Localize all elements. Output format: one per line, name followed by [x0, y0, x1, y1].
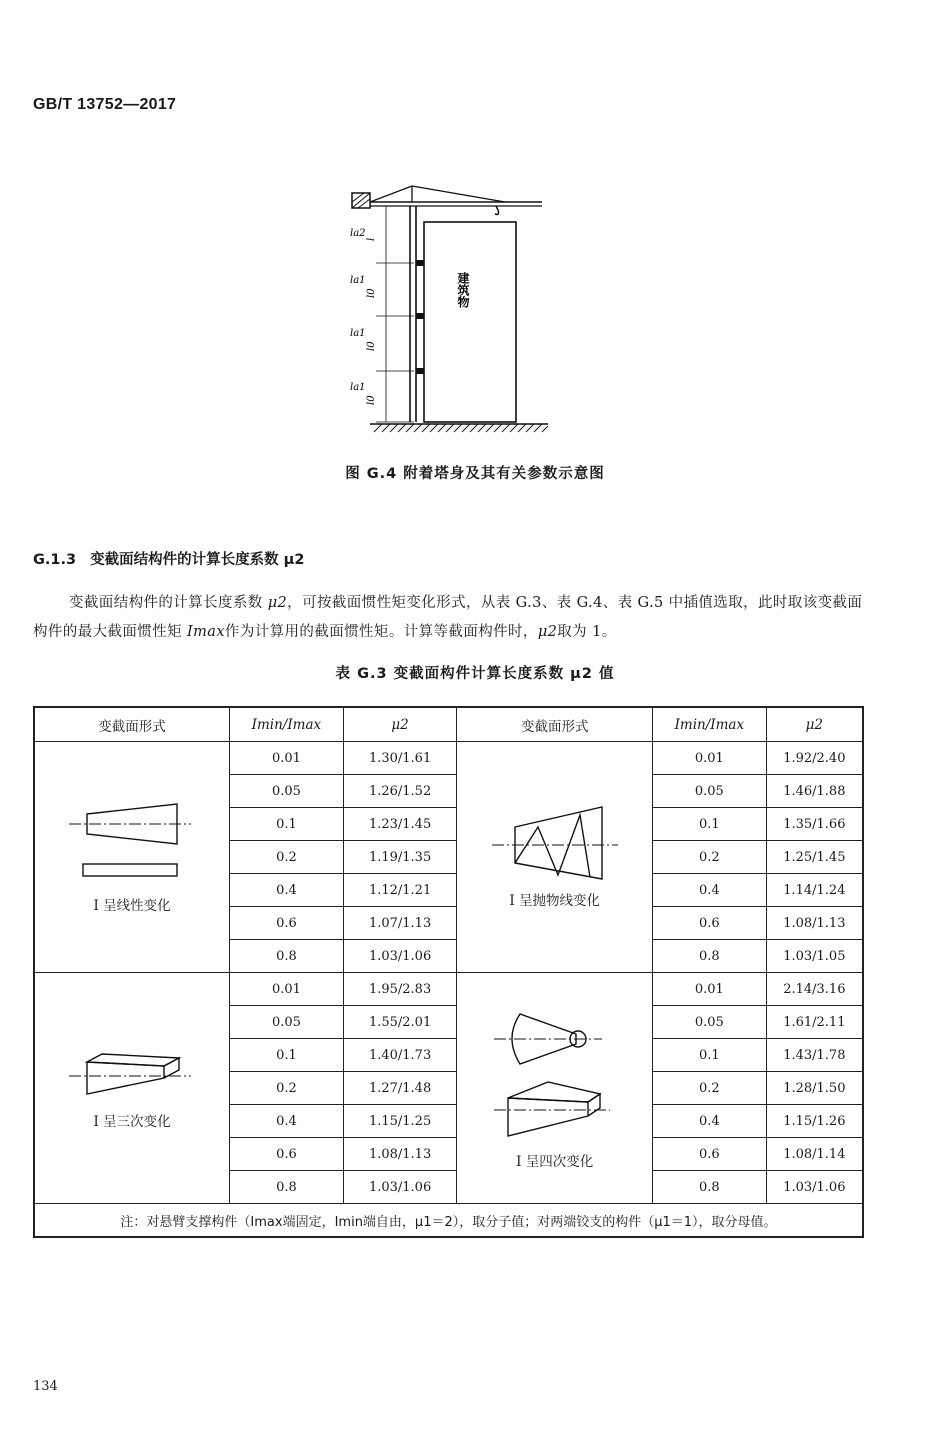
- quartic-variation-icon: [490, 1006, 620, 1146]
- standard-code: GB/T 13752—2017: [33, 96, 177, 113]
- cell-ratio: 0.05: [230, 775, 344, 808]
- label-la1-1: la1: [350, 275, 366, 286]
- cell-mu: 1.26/1.52: [343, 775, 457, 808]
- label-l0-1: l0: [366, 288, 377, 298]
- cell-ratio: 0.2: [230, 841, 344, 874]
- cell-ratio: 0.1: [652, 1039, 766, 1072]
- cell-mu: 1.92/2.40: [766, 742, 863, 775]
- parabolic-variation-icon: [490, 805, 620, 885]
- cell-mu: 1.95/2.83: [343, 973, 457, 1006]
- cell-ratio: 0.2: [652, 1072, 766, 1105]
- cell-mu: 1.28/1.50: [766, 1072, 863, 1105]
- cell-ratio: 0.01: [652, 742, 766, 775]
- body-paragraph: [33, 589, 868, 647]
- para-text-4: 取为 1。: [557, 624, 617, 640]
- cell-ratio: 0.01: [230, 973, 344, 1006]
- cell-mu: 1.12/1.21: [343, 874, 457, 907]
- coefficient-table: [33, 706, 864, 1238]
- shape-label-parabolic: I 呈抛物线变化: [509, 893, 601, 909]
- label-l0-3: l0: [366, 395, 377, 405]
- table-note-row: [34, 1204, 863, 1238]
- shape-label-quartic: I 呈四次变化: [516, 1154, 594, 1170]
- para-text-2: ，可按截面惯性矩变化形式，从表 G.3、表 G.4、表 G.5 中插值选取，此时取该变截面构件的最大截面惯性矩: [33, 595, 863, 640]
- para-mu2: μ2: [267, 595, 288, 611]
- cell-mu: 1.14/1.24: [766, 874, 863, 907]
- cell-ratio: 0.2: [230, 1072, 344, 1105]
- cell-ratio: 0.1: [230, 808, 344, 841]
- label-l0-2: l0: [366, 341, 377, 351]
- cell-mu: 1.46/1.88: [766, 775, 863, 808]
- figure-caption: 图 G.4 附着塔身及其有关参数示意图: [345, 466, 605, 482]
- cell-ratio: 0.01: [652, 973, 766, 1006]
- cell-mu: 1.25/1.45: [766, 841, 863, 874]
- cell-ratio: 0.05: [230, 1006, 344, 1039]
- cell-mu: 1.03/1.05: [766, 940, 863, 973]
- cell-ratio: 0.4: [230, 1105, 344, 1138]
- cell-mu: 1.61/2.11: [766, 1006, 863, 1039]
- cell-mu: 1.27/1.48: [343, 1072, 457, 1105]
- table-header-row: [34, 707, 863, 742]
- cell-ratio: 0.4: [652, 1105, 766, 1138]
- cell-ratio: 0.4: [230, 874, 344, 907]
- cell-ratio: 0.6: [230, 907, 344, 940]
- cell-mu: 1.08/1.13: [766, 907, 863, 940]
- header-form-left: 变截面形式: [34, 707, 230, 742]
- label-la1-2: la1: [350, 328, 366, 339]
- shape-label-cubic: I 呈三次变化: [93, 1114, 171, 1130]
- cell-mu: 1.07/1.13: [343, 907, 457, 940]
- cell-mu: 1.03/1.06: [766, 1171, 863, 1204]
- cell-mu: 1.15/1.26: [766, 1105, 863, 1138]
- cell-mu: 1.30/1.61: [343, 742, 457, 775]
- shape-linear: [34, 742, 230, 973]
- cell-mu: 1.40/1.73: [343, 1039, 457, 1072]
- cell-mu: 1.19/1.35: [343, 841, 457, 874]
- cell-ratio: 0.6: [652, 1138, 766, 1171]
- cell-mu: 1.55/2.01: [343, 1006, 457, 1039]
- table-note: 注：对悬臂支撑构件（Imax端固定，Imin端自由，μ1＝2），取分子值；对两端铰支的构件（μ1＝1），取分母值。: [34, 1204, 863, 1238]
- building-label: 建筑物: [456, 272, 470, 308]
- cell-ratio: 0.05: [652, 1006, 766, 1039]
- table-row: [34, 742, 863, 775]
- cell-ratio: 0.2: [652, 841, 766, 874]
- para-mu2-2: μ2: [537, 624, 558, 640]
- cell-ratio: 0.1: [230, 1039, 344, 1072]
- para-text-1: 变截面结构件的计算长度系数: [69, 595, 263, 611]
- cell-mu: 1.35/1.66: [766, 808, 863, 841]
- header-ratio-left: Imin/Imax: [230, 707, 344, 742]
- cell-ratio: 0.4: [652, 874, 766, 907]
- shape-quartic: [457, 973, 653, 1204]
- linear-variation-icon: [67, 800, 197, 890]
- cell-mu: 1.08/1.14: [766, 1138, 863, 1171]
- cell-ratio: 0.8: [230, 1171, 344, 1204]
- shape-parabolic: [457, 742, 653, 973]
- header-ratio-right: Imin/Imax: [652, 707, 766, 742]
- cell-mu: 1.15/1.25: [343, 1105, 457, 1138]
- section-title: 变截面结构件的计算长度系数 μ2: [90, 552, 305, 568]
- table-caption: 表 G.3 变截面构件计算长度系数 μ2 值: [335, 666, 615, 682]
- table-row: [34, 973, 863, 1006]
- cubic-variation-icon: [67, 1046, 197, 1106]
- tower-attachment-diagram: [330, 180, 560, 440]
- cell-mu: 2.14/3.16: [766, 973, 863, 1006]
- cell-mu: 1.23/1.45: [343, 808, 457, 841]
- cell-ratio: 0.8: [230, 940, 344, 973]
- shape-cubic: [34, 973, 230, 1204]
- header-mu-left: μ2: [343, 707, 457, 742]
- cell-ratio: 0.05: [652, 775, 766, 808]
- cell-ratio: 0.01: [230, 742, 344, 775]
- section-heading: [33, 548, 304, 569]
- label-la2: la2: [350, 228, 366, 239]
- header-mu-right: μ2: [766, 707, 863, 742]
- cell-ratio: 0.6: [230, 1138, 344, 1171]
- shape-label-linear: I 呈线性变化: [93, 898, 171, 914]
- label-l: l: [366, 237, 377, 241]
- para-imax: Imax: [187, 624, 225, 640]
- cell-mu: 1.43/1.78: [766, 1039, 863, 1072]
- page-number: 134: [33, 1379, 58, 1394]
- para-text-3: 作为计算用的截面惯性矩。计算等截面构件时，: [224, 624, 538, 640]
- cell-ratio: 0.8: [652, 940, 766, 973]
- cell-mu: 1.03/1.06: [343, 1171, 457, 1204]
- cell-mu: 1.03/1.06: [343, 940, 457, 973]
- header-form-right: 变截面形式: [457, 707, 653, 742]
- cell-mu: 1.08/1.13: [343, 1138, 457, 1171]
- cell-ratio: 0.8: [652, 1171, 766, 1204]
- cell-ratio: 0.6: [652, 907, 766, 940]
- section-number: G.1.3: [33, 552, 77, 568]
- cell-ratio: 0.1: [652, 808, 766, 841]
- label-la1-3: la1: [350, 382, 366, 393]
